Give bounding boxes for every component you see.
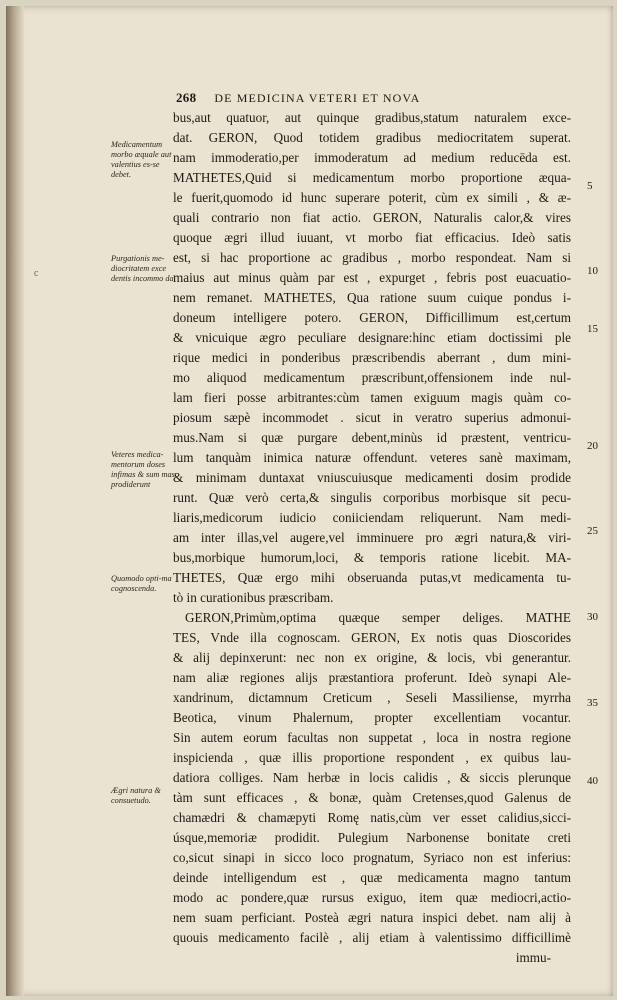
- line-number: 20: [587, 440, 598, 452]
- text-line: mo aliquod medicamentum præscribunt,offensionem inde nul-: [173, 370, 571, 385]
- text-line: quouis medicamento facilè , alij etiam à valentissimo difficillimè: [173, 930, 571, 945]
- text-line: Beotica, vinum Phalernum, propter excellentiam vocantur.: [173, 710, 571, 725]
- side-note: Veteres medica-mentorum doses infimas & sum mas prodiderunt: [111, 450, 175, 489]
- text-line: bus,aut quatuor, aut quinque gradibus,statum naturalem exce-: [173, 110, 571, 125]
- text-line: modo ac pondere,quæ rursus exiguo, item quæ mediocri,actio-: [173, 890, 571, 905]
- line-number: 35: [587, 697, 598, 709]
- text-line: immu-: [515, 950, 551, 965]
- page-number: 268: [176, 90, 197, 105]
- side-note: Purgationis me-diocritatem exce dentis incommo da.: [111, 254, 176, 283]
- text-line: Sin autem eorum facultas non suppetat , loca in nostra regione: [173, 730, 571, 745]
- text-line: co,sicut sinapi in sicco loco prognatum, Syriaco non est inferius:: [173, 850, 571, 865]
- text-line: inspicienda , quæ illis proportione respondent , ex quibus lau-: [173, 750, 571, 765]
- text-line: tò in curationibus præscribam.: [173, 590, 334, 605]
- page-gutter-edge: [6, 6, 24, 996]
- text-line: maius aut minus quàm par est , expurget , febris post euacuatio-: [173, 270, 571, 285]
- running-title: DE MEDICINA VETERI ET NOVA: [214, 91, 421, 105]
- text-line: TES, Vnde illa cognoscam. GERON, Ex notis quas Dioscorides: [173, 630, 571, 645]
- text-line: nam immoderatio,per immoderatum ad medium reducēda est.: [173, 150, 571, 165]
- text-line: & vnicuique ægro peculiare designare:hinc etiam doctissimi ple: [173, 330, 571, 345]
- text-line: liaris,medicorum iudicio coniiciendam reliquerunt. Nam medi-: [173, 510, 571, 525]
- text-line: bus,morbique humorum,loci, & temporis ratione licebit. MA-: [173, 550, 571, 565]
- line-number: 40: [587, 775, 598, 787]
- text-line: chamædri & chamæpyti Romę natis,cùm ver esset calidius,sicci-: [173, 810, 571, 825]
- text-line: mus.Nam si quæ purgare debent,minùs id præstent, ventricu-: [173, 430, 571, 445]
- text-line: & alij depinxerunt: nec non ex origine, & locis, vbi generantur.: [173, 650, 571, 665]
- text-line: am inter illas,vel augere,vel imminuere pro ægri natura,& viri-: [173, 530, 571, 545]
- text-line: nem suam perficiant. Posteà ægri natura inspici debet. nam alij à: [173, 910, 571, 925]
- side-note: Ægri natura & consuetudo.: [111, 786, 161, 805]
- line-number: 25: [587, 525, 598, 537]
- text-line: rique medici in ponderibus præscribendis aberrant , dum mini-: [173, 350, 571, 365]
- text-line: nem remanet. MATHETES, Qua ratione suum cuique pondus i-: [173, 290, 571, 305]
- side-note: Quomodo opti-ma cognoscenda.: [111, 574, 172, 593]
- side-note: Medicamentum morbo æquale aut valentius es-se debet.: [111, 140, 172, 179]
- line-number: 10: [587, 265, 598, 277]
- line-number: 15: [587, 323, 598, 335]
- text-line: lam fieri posse arbitrantes:cùm tamen exiguum magis quàm co-: [173, 390, 571, 405]
- text-line: deinde intelligendum est , quæ medicamenta magno tantum: [173, 870, 571, 885]
- text-line: quali contrario non fiat actio. GERON, Naturalis calor,& vires: [173, 210, 571, 225]
- text-line: MATHETES,Quid si medicamentum morbo proportione æqua-: [173, 170, 571, 185]
- margin-mark: c: [34, 268, 39, 279]
- text-line: le fuerit,quomodo id hunc superare poterit, cùm ex simili , & æ-: [173, 190, 571, 205]
- text-line: datiora colliges. Nam herbæ in locis calidis , & siccis plerunque: [173, 770, 571, 785]
- text-line: runt. Quæ verò certa,& singulis corporibus morbisque sit pecu-: [173, 490, 571, 505]
- text-line: & minimam duntaxat vniuscuiusque medicamenti dosim prodide: [173, 470, 571, 485]
- text-line: doneum intelligere potero. GERON, Difficillimum est,certum: [173, 310, 571, 325]
- line-number: 5: [587, 180, 593, 192]
- text-line: tàm sunt efficaces , & bonæ, quàm Cretenses,quod Galenus de: [173, 790, 571, 805]
- text-line: est, si hac proportione ac gradibus , morbo respondeat. Nam si: [173, 250, 571, 265]
- text-line: lum tanquàm inimica naturæ offendunt. veteres sanè maximam,: [173, 450, 571, 465]
- text-line: dat. GERON, Quod totidem gradibus mediocritatem superat.: [173, 130, 571, 145]
- text-line: piosum sæpè incommodet . sicut in veratro superius admonui-: [173, 410, 571, 425]
- line-number: 30: [587, 611, 598, 623]
- text-line: nam aliæ regiones alijs præstantiora proferunt. Ideò synapi Ale-: [173, 670, 571, 685]
- text-line: quoque ægri illud iuuant, vt morbo fiat efficacius. Ideò satis: [173, 230, 571, 245]
- text-line: úsque,memoriæ prodidit. Pulegium Narbonense bonitate creti: [173, 830, 571, 845]
- text-line: GERON,Primùm,optima quæque semper deliges. MATHE: [185, 610, 571, 625]
- running-header: [176, 90, 488, 106]
- text-line: THETES, Quæ ergo mihi obseruanda putas,vt medicamenta tu-: [173, 570, 571, 585]
- text-line: xandrinum, dictamnum Creticum , Seseli Massiliense, myrrha: [173, 690, 571, 705]
- body-text: [173, 108, 571, 968]
